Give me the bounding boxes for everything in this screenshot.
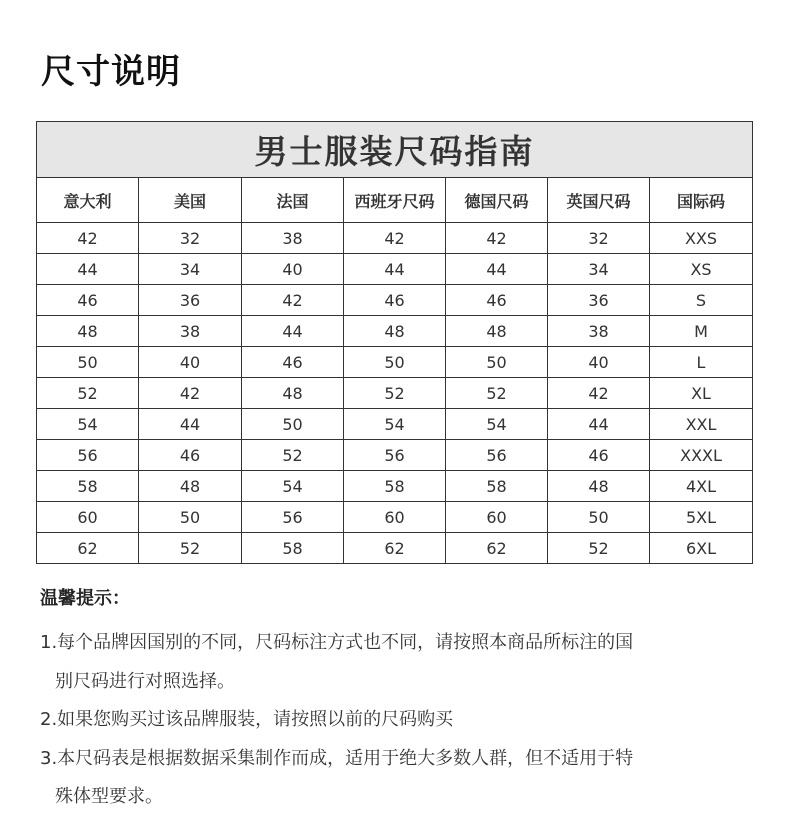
table-row (37, 409, 753, 440)
page-title: 尺寸说明 (41, 52, 181, 92)
tip-line: 1.每个品牌因国别的不同，尺码标注方式也不同，请按照本商品所标注的国 (40, 632, 634, 653)
size-table-body (37, 223, 753, 564)
table-cell: 48 (242, 378, 344, 409)
table-cell: 58 (344, 471, 446, 502)
table-cell: 52 (446, 378, 548, 409)
table-cell: 50 (37, 347, 139, 378)
table-title-row (37, 122, 753, 178)
table-cell: 48 (139, 471, 242, 502)
table-cell: 56 (344, 440, 446, 471)
table-cell: L (650, 347, 753, 378)
table-cell: 46 (548, 440, 650, 471)
table-cell: 62 (344, 533, 446, 564)
tip-line: 3.本尺码表是根据数据采集制作而成，适用于绝大多数人群，但不适用于特 (40, 747, 634, 769)
table-cell: 32 (139, 223, 242, 254)
table-cell: M (650, 316, 753, 347)
table-cell: XL (650, 378, 753, 409)
tips-title: 温馨提示： (40, 588, 130, 609)
table-cell: 62 (37, 533, 139, 564)
tip-line: 别尺码进行对照选择。 (55, 670, 235, 692)
table-cell: 52 (344, 378, 446, 409)
table-row (37, 502, 753, 533)
table-cell: 42 (548, 378, 650, 409)
table-cell: 46 (37, 285, 139, 316)
table-row (37, 316, 753, 347)
table-cell: 52 (548, 533, 650, 564)
table-title: 男士服装尺码指南 (37, 122, 753, 178)
table-row (37, 471, 753, 502)
table-cell: 58 (242, 533, 344, 564)
table-cell: 54 (37, 409, 139, 440)
table-cell: 38 (548, 316, 650, 347)
table-cell: 44 (344, 254, 446, 285)
table-cell: 50 (242, 409, 344, 440)
table-cell: 32 (548, 223, 650, 254)
table-cell: 62 (446, 533, 548, 564)
column-header-germany: 德国尺码 (446, 178, 548, 223)
table-cell: 42 (37, 223, 139, 254)
table-cell: 38 (242, 223, 344, 254)
table-cell: 52 (37, 378, 139, 409)
table-cell: 52 (139, 533, 242, 564)
table-cell: 44 (242, 316, 344, 347)
size-chart-table (36, 121, 753, 564)
table-cell: 36 (139, 285, 242, 316)
tips-section (40, 584, 760, 817)
table-cell: 4XL (650, 471, 753, 502)
table-cell: 36 (548, 285, 650, 316)
table-cell: 50 (446, 347, 548, 378)
table-row (37, 440, 753, 471)
table-cell: 60 (446, 502, 548, 533)
column-header-us: 美国 (139, 178, 242, 223)
table-cell: 46 (344, 285, 446, 316)
table-cell: S (650, 285, 753, 316)
table-cell: 54 (242, 471, 344, 502)
tip-line: 2.如果您购买过该品牌服装，请按照以前的尺码购买 (40, 709, 454, 730)
table-cell: 52 (242, 440, 344, 471)
table-cell: 44 (548, 409, 650, 440)
table-cell: 58 (446, 471, 548, 502)
table-cell: 58 (37, 471, 139, 502)
column-header-italy: 意大利 (37, 178, 139, 223)
table-cell: 44 (37, 254, 139, 285)
table-cell: 54 (446, 409, 548, 440)
table-cell: 56 (37, 440, 139, 471)
table-row (37, 223, 753, 254)
column-header-france: 法国 (242, 178, 344, 223)
table-header-row (37, 178, 753, 223)
table-row (37, 533, 753, 564)
table-cell: 34 (139, 254, 242, 285)
table-cell: 48 (446, 316, 548, 347)
table-cell: 44 (446, 254, 548, 285)
table-cell: XXS (650, 223, 753, 254)
table-cell: 50 (139, 502, 242, 533)
table-cell: 6XL (650, 533, 753, 564)
table-cell: 46 (446, 285, 548, 316)
table-cell: 38 (139, 316, 242, 347)
table-cell: 50 (548, 502, 650, 533)
table-cell: 44 (139, 409, 242, 440)
table-cell: XS (650, 254, 753, 285)
table-cell: 40 (139, 347, 242, 378)
table-cell: XXXL (650, 440, 753, 471)
table-cell: 56 (446, 440, 548, 471)
table-cell: 46 (242, 347, 344, 378)
table-cell: 42 (139, 378, 242, 409)
table-cell: 60 (344, 502, 446, 533)
table-row (37, 378, 753, 409)
table-cell: 42 (344, 223, 446, 254)
table-cell: 56 (242, 502, 344, 533)
table-row (37, 285, 753, 316)
table-cell: 42 (446, 223, 548, 254)
table-cell: 5XL (650, 502, 753, 533)
table-cell: 54 (344, 409, 446, 440)
column-header-uk: 英国尺码 (548, 178, 650, 223)
tip-line: 殊体型要求。 (55, 786, 163, 807)
table-cell: 60 (37, 502, 139, 533)
table-cell: 42 (242, 285, 344, 316)
column-header-international: 国际码 (650, 178, 753, 223)
column-header-spain: 西班牙尺码 (344, 178, 446, 223)
table-row (37, 347, 753, 378)
table-cell: 40 (548, 347, 650, 378)
table-cell: 48 (37, 316, 139, 347)
table-cell: 46 (139, 440, 242, 471)
table-row (37, 254, 753, 285)
table-cell: 48 (548, 471, 650, 502)
table-cell: 34 (548, 254, 650, 285)
table-cell: 50 (344, 347, 446, 378)
table-cell: XXL (650, 409, 753, 440)
table-cell: 48 (344, 316, 446, 347)
table-cell: 40 (242, 254, 344, 285)
